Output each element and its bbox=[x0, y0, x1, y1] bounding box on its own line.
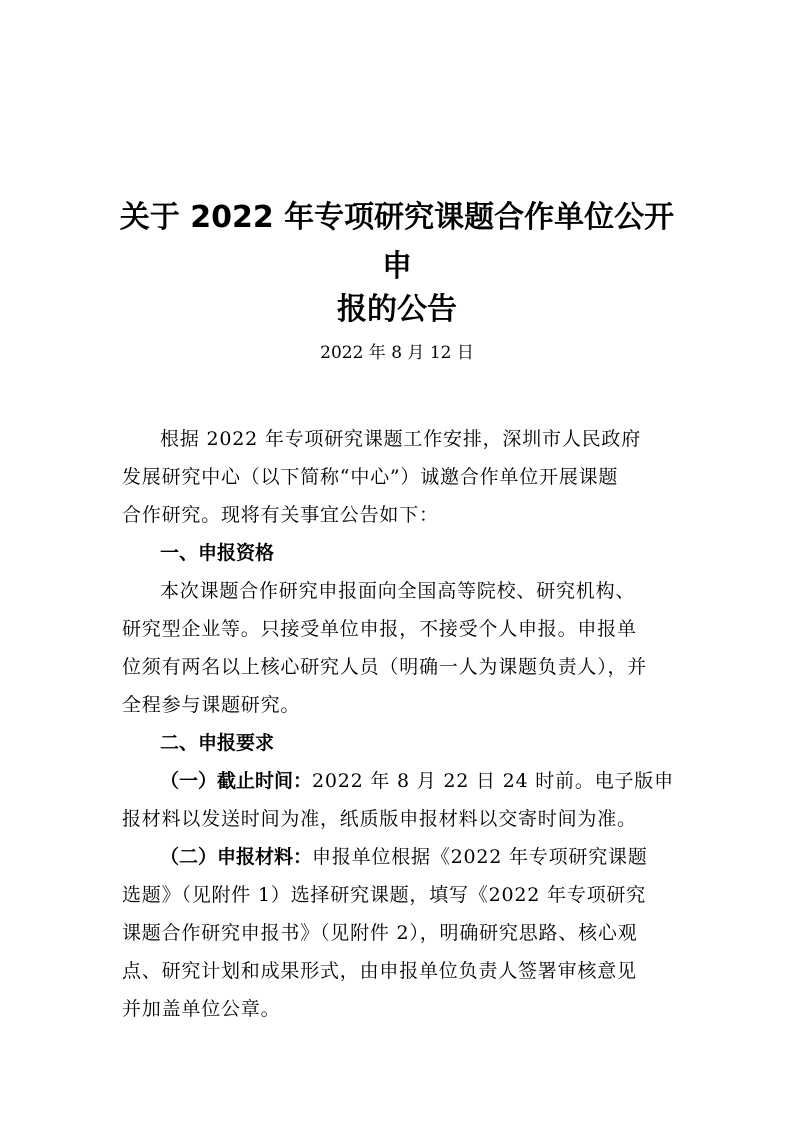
section-2-heading: 二、申报要求 bbox=[160, 732, 275, 754]
intro-line: 合作研究。现将有关事宜公告如下： bbox=[122, 504, 439, 526]
item-materials-first-line bbox=[160, 842, 648, 872]
item-deadline-first-line bbox=[160, 766, 674, 796]
item-materials-label: （二）申报材料： bbox=[160, 846, 313, 868]
item-deadline-text: 2022 年 8 月 22 日 24 时前。电子版申 bbox=[312, 770, 674, 792]
document-title-line-2: 申 bbox=[382, 249, 412, 284]
item-deadline-label: （一）截止时间： bbox=[160, 770, 313, 792]
intro-line: 发展研究中心（以下简称“中心”）诚邀合作单位开展课题 bbox=[122, 466, 619, 488]
section-1-line: 位须有两名以上核心研究人员（明确一人为课题负责人），并 bbox=[122, 656, 648, 678]
item-deadline-line: 报材料以发送时间为准，纸质版申报材料以交寄时间为准。 bbox=[122, 808, 637, 830]
section-1-line: 全程参与课题研究。 bbox=[122, 694, 301, 716]
document-title-line-1: 关于 2022 年专项研究课题合作单位公开 bbox=[119, 200, 675, 235]
item-materials-line: 课题合作研究申报书》（见附件 2），明确研究思路、核心观 bbox=[122, 922, 638, 944]
item-materials-line: 选题》（见附件 1）选择研究课题，填写《2022 年专项研究 bbox=[122, 884, 647, 906]
section-1-line: 本次课题合作研究申报面向全国高等院校、研究机构、 bbox=[160, 580, 636, 602]
document-title-line-3: 报的公告 bbox=[337, 292, 457, 327]
intro-line: 根据 2022 年专项研究课题工作安排，深圳市人民政府 bbox=[160, 428, 642, 450]
item-materials-line: 点、研究计划和成果形式，由申报单位负责人签署审核意见 bbox=[122, 960, 637, 982]
item-materials-text: 申报单位根据《2022 年专项研究课题 bbox=[312, 846, 648, 868]
section-1-heading: 一、申报资格 bbox=[160, 542, 275, 564]
section-1-line: 研究型企业等。只接受单位申报，不接受个人申报。申报单 bbox=[122, 618, 637, 640]
publish-date: 2022 年 8 月 12 日 bbox=[320, 343, 474, 363]
item-materials-line: 并加盖单位公章。 bbox=[122, 998, 281, 1020]
